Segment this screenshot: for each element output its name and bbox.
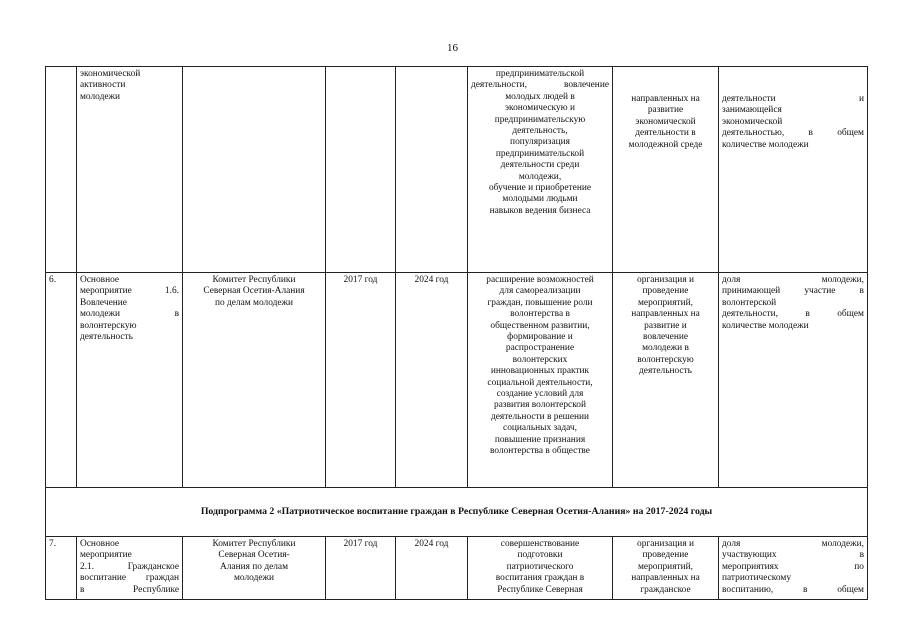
table-row-7 — [46, 537, 868, 600]
table-row-6 — [46, 273, 868, 488]
cell-indicator: деятельности и занимающейся экономической деятельностью, в общем количестве молодежи — [719, 67, 868, 273]
cell-number: 6. — [46, 273, 77, 488]
cell-executor — [183, 67, 326, 273]
subprogram-title: Подпрограмма 2 «Патриотическое воспитание граждан в Республике Северная Осетия-Алания» на 2017-2024 годы — [46, 488, 868, 537]
cell-activity-name: экономической активности молодежи — [77, 67, 183, 273]
cell-end-year: 2024 год — [396, 537, 468, 600]
cell-start-year: 2017 год — [326, 537, 396, 600]
cell-start-year — [326, 67, 396, 273]
cell-number: 7. — [46, 537, 77, 600]
table-row-subprogram — [46, 488, 868, 537]
program-activities-table — [45, 66, 868, 600]
cell-expected-result: расширение возможностей для самореализации граждан, повышение роли волонтерства в общественном развитии, формирование и распространение волонтерских инновационных практик социальной деятельности, создание условий для развития волонтерской деятельности в решении социальных задач, повышение признания волонтерства в обществе — [468, 273, 613, 488]
cell-indicator: доля молодежи, принимающей участие в волонтерской деятельности, в общем количестве молодежи — [719, 273, 868, 488]
cell-activity-name: Основное мероприятие 1.6. Вовлечение молодежи в волонтерскую деятельность — [77, 273, 183, 488]
cell-activity-name: Основное мероприятие 2.1. Гражданское воспитание граждан в Республике — [77, 537, 183, 600]
cell-start-year: 2017 год — [326, 273, 396, 488]
cell-directions: направленных на развитие экономической деятельности в молодежной среде — [613, 67, 719, 273]
cell-expected-result: совершенствование подготовки патриотического воспитания граждан в Республике Северная — [468, 537, 613, 600]
cell-number — [46, 67, 77, 273]
cell-expected-result: предпринимательской деятельности, вовлечение молодых людей в экономическую и предпринимательскую деятельность, популяризация предпринимательской деятельности среди молодежи, обучение и приобретение молодыми людьми навыков ведения бизнеса — [468, 67, 613, 273]
table-row-continuation — [46, 67, 868, 273]
page-number: 16 — [447, 42, 458, 54]
cell-executor: Комитет Республики Северная Осетия-Алания по делам молодежи — [183, 273, 326, 488]
cell-end-year: 2024 год — [396, 273, 468, 488]
cell-directions: организация и проведение мероприятий, направленных на гражданское — [613, 537, 719, 600]
cell-end-year — [396, 67, 468, 273]
cell-directions: организация и проведение мероприятий, направленных на развитие и вовлечение молодежи в волонтерскую деятельность — [613, 273, 719, 488]
cell-indicator: доля молодежи, участвующих в мероприятиях по патриотическому воспитанию, в общем — [719, 537, 868, 600]
cell-executor: Комитет Республики Северная Осетия- Алания по делам молодежи — [183, 537, 326, 600]
